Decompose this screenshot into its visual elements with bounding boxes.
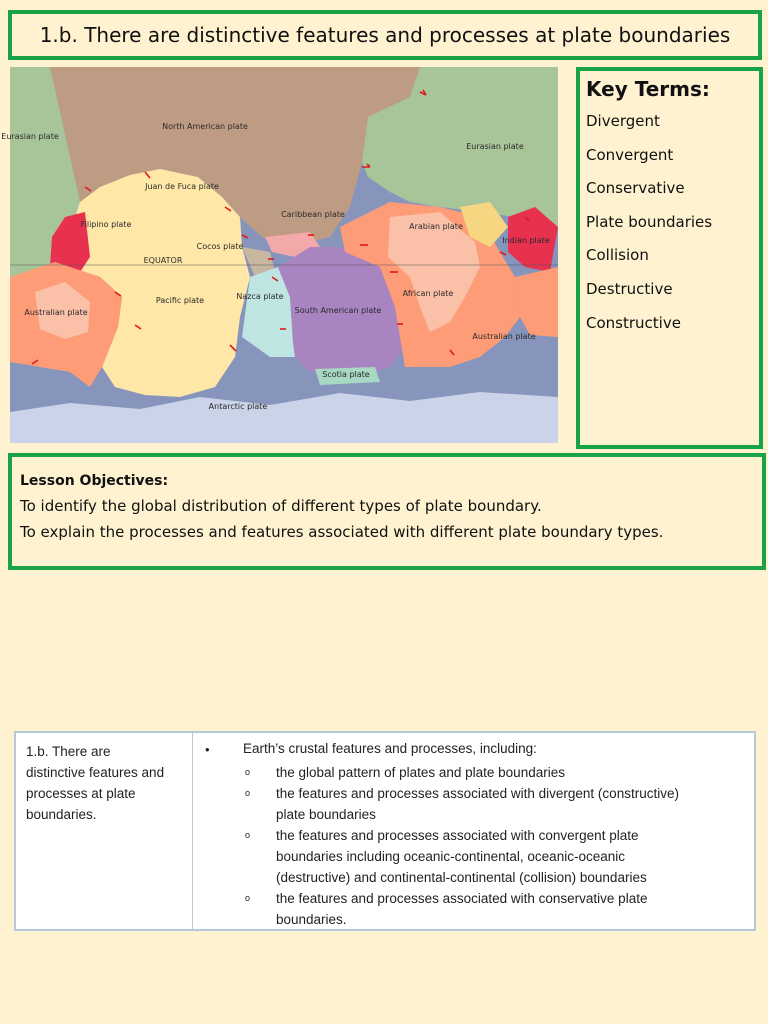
spec-topic-line: 1.b. There are	[26, 744, 111, 759]
key-term: Constructive	[586, 313, 681, 332]
key-term: Convergent	[586, 145, 674, 164]
bullet-icon: •	[205, 742, 210, 757]
label-caribbean: Caribbean plate	[281, 210, 345, 219]
spec-sub-item	[243, 888, 743, 930]
label-australian-east: Australian plate	[472, 332, 536, 341]
label-nazca: Nazca plate	[236, 292, 284, 301]
world-plates-svg	[1, 67, 558, 443]
label-scotia: Scotia plate	[322, 370, 370, 379]
label-north-american: North American plate	[162, 122, 248, 131]
plate-boundaries-map	[1, 67, 558, 443]
spec-sub-line: boundaries.	[276, 912, 347, 927]
spec-sub-item	[243, 762, 743, 783]
label-eurasian-east: Eurasian plate	[466, 142, 524, 151]
spec-sub-line: boundaries including oceanic-continental, oceanic-oceanic	[276, 849, 625, 864]
lesson-objectives-panel	[8, 453, 766, 570]
key-term: Destructive	[586, 279, 673, 298]
label-equator: EQUATOR	[143, 256, 183, 265]
key-terms-panel	[576, 67, 763, 449]
spec-sub-line: the features and processes associated with conservative plate	[276, 891, 648, 906]
label-south-american: South American plate	[294, 306, 382, 315]
key-term: Collision	[586, 246, 649, 265]
spec-sub-line: the global pattern of plates and plate boundaries	[276, 765, 565, 780]
page-title: 1.b. There are distinctive features and processes at plate boundaries	[39, 23, 731, 47]
specification-table	[14, 731, 756, 931]
sub-bullet-icon: o	[245, 767, 251, 777]
spec-sub-item	[243, 825, 743, 888]
spec-sub-line: the features and processes associated with convergent plate	[276, 828, 639, 843]
sub-bullet-icon: o	[245, 893, 251, 903]
objective-line: To explain the processes and features associated with different plate boundary types.	[20, 523, 664, 541]
label-pacific: Pacific plate	[155, 296, 205, 305]
label-australian-west: Australian plate	[24, 308, 88, 317]
label-cocos: Cocos plate	[196, 242, 244, 251]
spec-sub-list	[243, 762, 743, 930]
spec-topic-cell	[16, 733, 193, 929]
spec-sub-line: plate boundaries	[276, 807, 376, 822]
spec-topic-line: distinctive features and	[26, 765, 165, 780]
spec-content-cell	[193, 733, 754, 929]
spec-sub-line: the features and processes associated with divergent (constructive)	[276, 786, 679, 801]
label-african: African plate	[402, 289, 454, 298]
sub-bullet-icon: o	[245, 788, 251, 798]
key-terms-title: Key Terms:	[586, 77, 710, 101]
spec-sub-item	[243, 783, 743, 825]
label-juan-de-fuca: Juan de Fuca plate	[145, 182, 219, 191]
spec-main-text: Earth’s crustal features and processes, including:	[243, 741, 537, 756]
objectives-title: Lesson Objectives:	[20, 473, 169, 489]
spec-sub-line: (destructive) and continental-continental (collision) boundaries	[276, 870, 647, 885]
spec-topic-line: processes at plate	[26, 786, 136, 801]
label-antarctic: Antarctic plate	[208, 402, 268, 411]
objective-line: To identify the global distribution of different types of plate boundary.	[20, 497, 542, 515]
title-banner	[8, 10, 762, 60]
label-eurasian-west: Eurasian plate	[1, 132, 59, 141]
sub-bullet-icon: o	[245, 830, 251, 840]
label-indian: Indian plate	[502, 236, 550, 245]
spec-topic-line: boundaries.	[26, 807, 97, 822]
key-term: Conservative	[586, 179, 685, 198]
label-filipino: Filipino plate	[80, 220, 132, 229]
key-term: Plate boundaries	[586, 212, 713, 231]
key-term: Divergent	[586, 112, 660, 130]
label-arabian: Arabian plate	[409, 222, 463, 231]
